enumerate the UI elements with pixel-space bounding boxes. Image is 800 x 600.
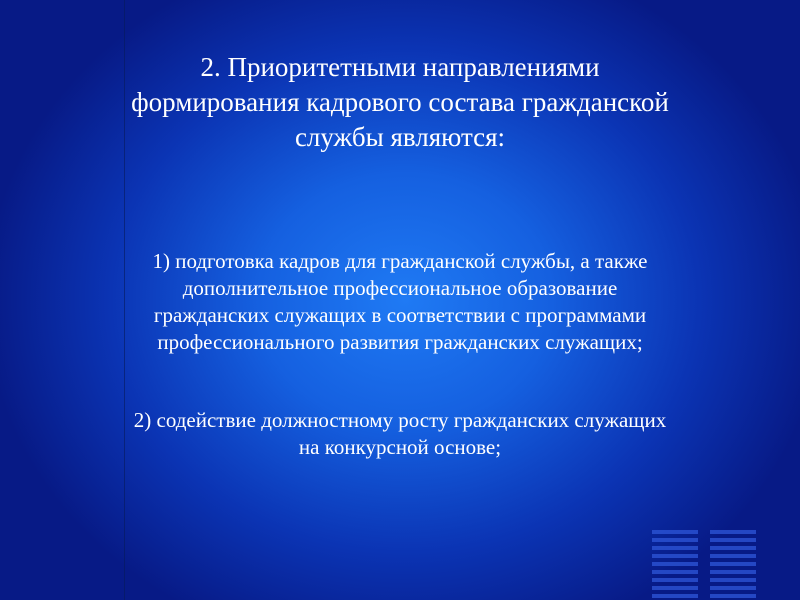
decorative-stripes-left <box>652 530 698 598</box>
decorative-stripes-right <box>710 530 756 598</box>
list-item-2: 2) содействие должностному росту гражданских служащих на конкурсной основе; <box>133 408 667 459</box>
list-item-1: 1) подготовка кадров для гражданской службы, а также дополнительное профессиональное образование гражданских служащих в соответствии с программами профессионального развития гражданских служащих; <box>152 249 648 354</box>
slide-title: 2. Приоритетными направлениями формирования кадрового состава гражданской службы являются: <box>131 52 669 152</box>
